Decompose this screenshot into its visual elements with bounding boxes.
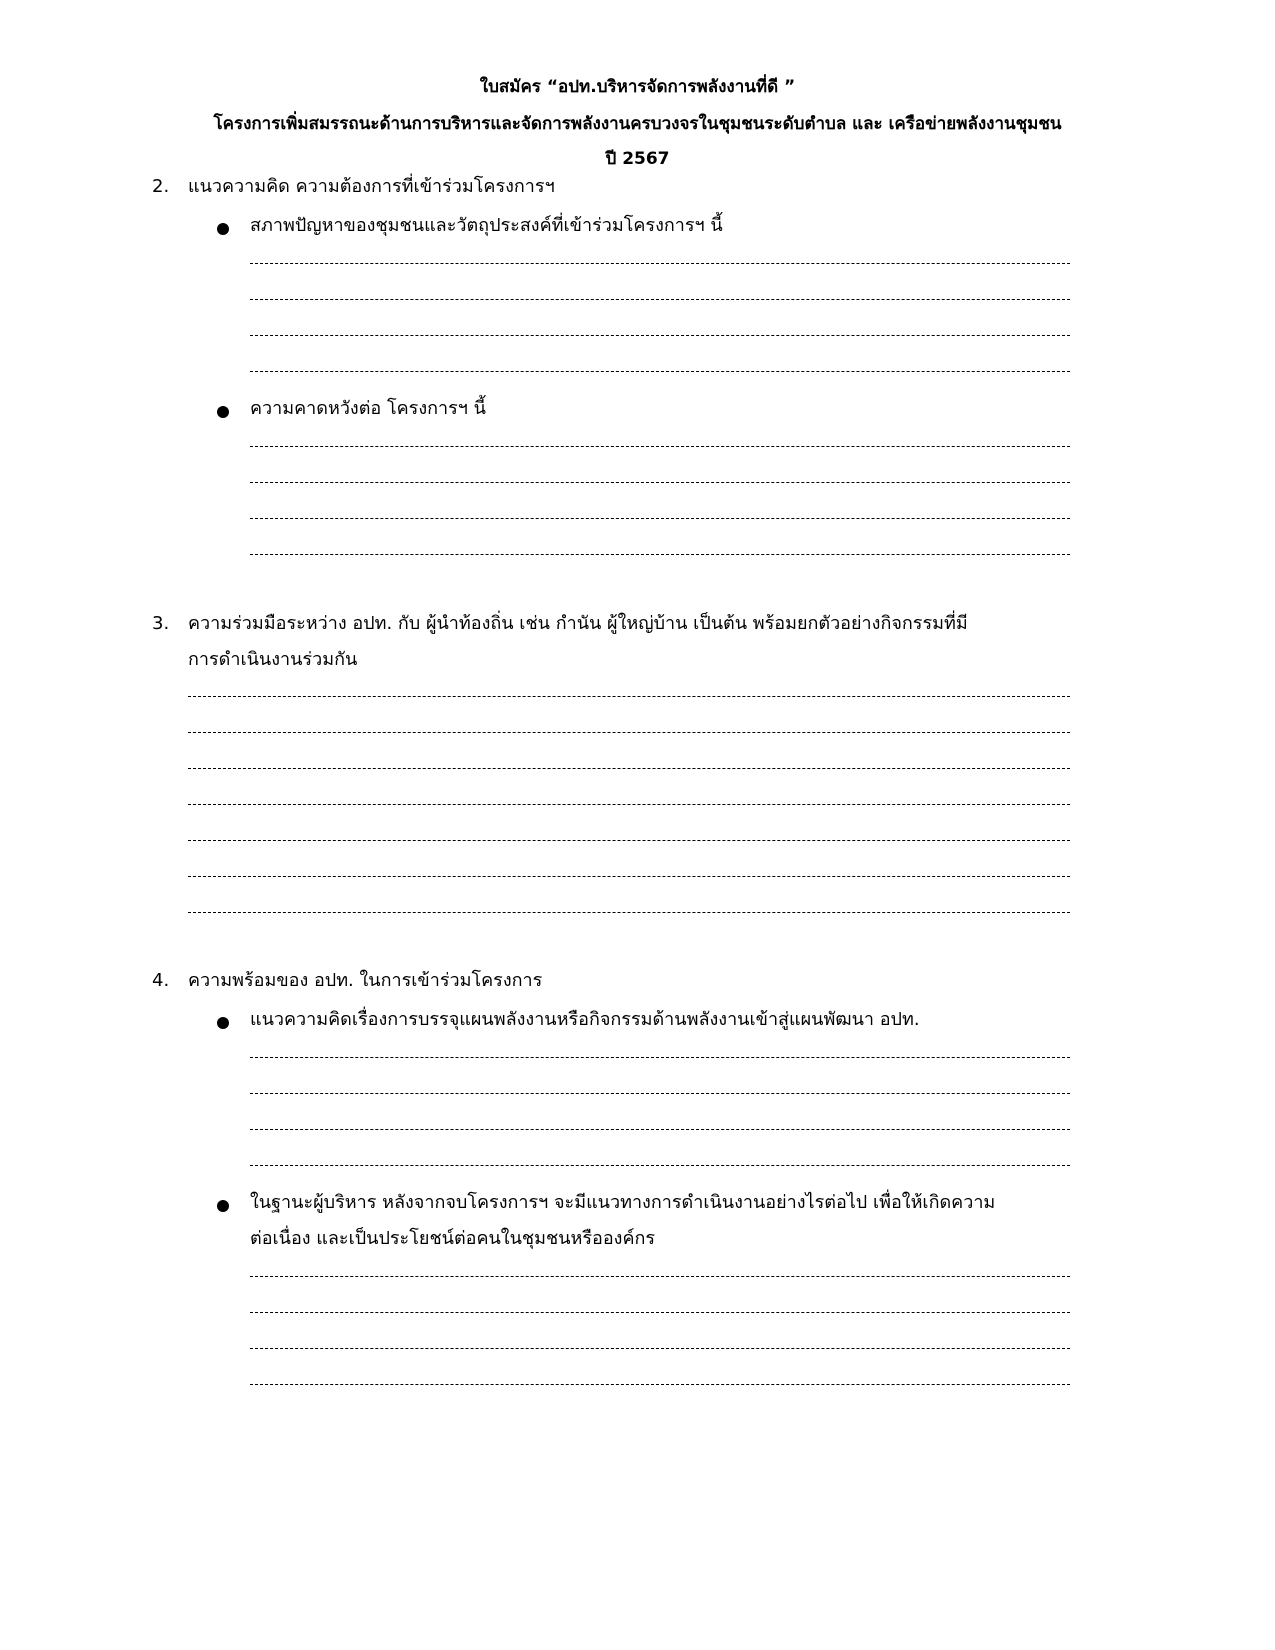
section-4-title: ความพร้อมของ อปท. ในการเข้าร่วมโครงการ [188,970,543,991]
answer-line[interactable] [250,446,1070,447]
section-2-bullet-1: สภาพปัญหาของชุมชนและวัตถุประสงค์ที่เข้าร่วมโครงการฯ นี้ [250,215,723,236]
section-2-number: 2. [152,176,170,197]
answer-line[interactable] [188,804,1070,805]
project-title: โครงการเพิ่มสมรรถนะด้านการบริหารและจัดการพลังงานครบวงจรในชุมชนระดับตำบล และ เครือข่ายพลังงานชุมชน [213,114,1062,134]
section-2-title: แนวความคิด ความต้องการที่เข้าร่วมโครงการฯ [188,176,555,197]
answer-line[interactable] [250,1276,1070,1277]
answer-line[interactable] [188,696,1070,697]
answer-line[interactable] [188,768,1070,769]
answer-line[interactable] [250,1129,1070,1130]
answer-line[interactable] [188,840,1070,841]
answer-line[interactable] [250,299,1070,300]
bullet-dot-icon [217,1200,229,1212]
answer-line[interactable] [250,1348,1070,1349]
answer-line[interactable] [250,1093,1070,1094]
answer-line[interactable] [250,335,1070,336]
form-title: ใบสมัคร “อปท.บริหารจัดการพลังงานที่ดี ” [479,77,796,97]
answer-line[interactable] [250,371,1070,372]
answer-line[interactable] [250,518,1070,519]
answer-line[interactable] [250,1384,1070,1385]
answer-line[interactable] [250,1057,1070,1058]
answer-line[interactable] [188,912,1070,913]
answer-line[interactable] [250,263,1070,264]
answer-line[interactable] [188,876,1070,877]
bullet-dot-icon [217,1017,229,1029]
answer-line[interactable] [250,1165,1070,1166]
form-year: ปี 2567 [605,149,670,169]
answer-line[interactable] [250,482,1070,483]
section-2-bullet-2: ความคาดหวังต่อ โครงการฯ นี้ [250,398,486,419]
bullet-dot-icon [217,223,229,235]
section-4-bullet-2-line-1: ในฐานะผู้บริหาร หลังจากจบโครงการฯ จะมีแนวทางการดำเนินงานอย่างไรต่อไป เพื่อให้เกิดความ [250,1192,996,1213]
section-4-bullet-1: แนวความคิดเรื่องการบรรจุแผนพลังงานหรือกิจกรรมด้านพลังงานเข้าสู่แผนพัฒนา อปท. [250,1009,920,1030]
bullet-dot-icon [217,406,229,418]
section-3-number: 3. [152,613,170,634]
answer-line[interactable] [250,1312,1070,1313]
section-3-title-line-2: การดำเนินงานร่วมกัน [188,649,358,670]
section-4-bullet-2-line-2: ต่อเนื่อง และเป็นประโยชน์ต่อคนในชุมชนหรือองค์กร [250,1228,656,1249]
answer-line[interactable] [188,732,1070,733]
section-4-number: 4. [152,970,170,991]
answer-line[interactable] [250,554,1070,555]
section-3-title-line-1: ความร่วมมือระหว่าง อปท. กับ ผู้นำท้องถิ่น เช่น กำนัน ผู้ใหญ่บ้าน เป็นต้น พร้อมยกตัวอย่างกิจกรรมที่มี [188,613,968,634]
